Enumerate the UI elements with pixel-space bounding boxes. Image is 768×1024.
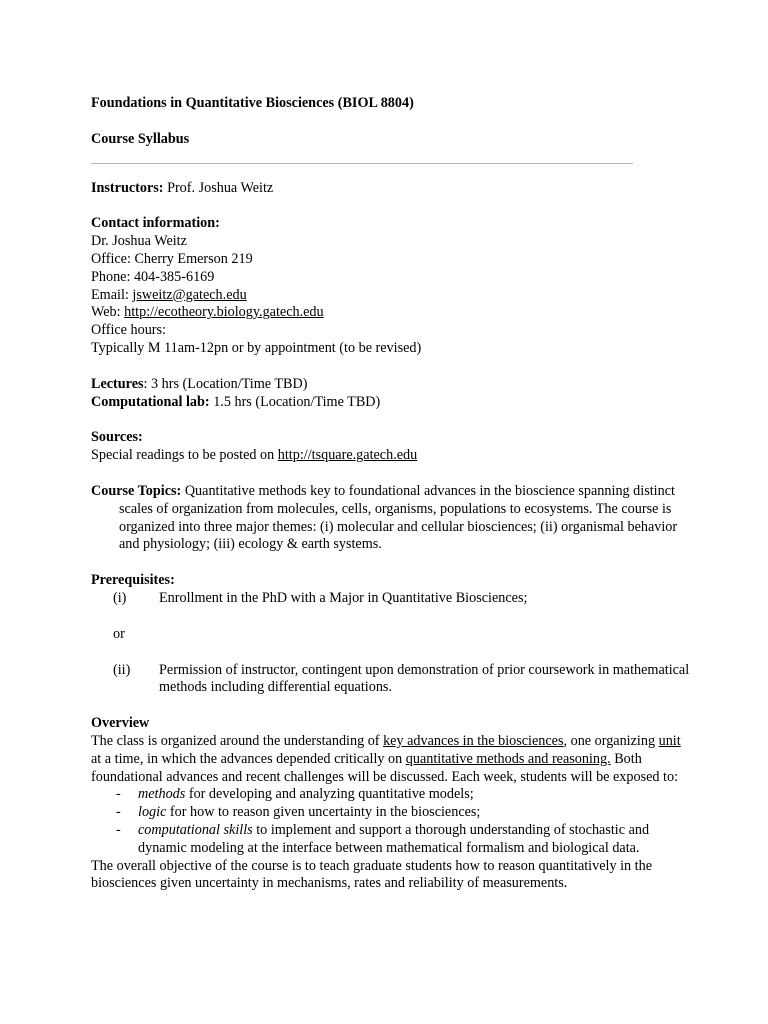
- contact-name: Dr. Joshua Weitz: [91, 233, 187, 250]
- overview-bullet: - logic for how to reason given uncertainty in the biosciences;: [116, 804, 481, 821]
- overview-bullet: - computational skills to implement and support a thorough understanding of stochastic and dynamic modeling at the interface between mathematical formalism and biological data.: [116, 821, 650, 856]
- prerequisites-heading: Prerequisites:: [91, 572, 175, 589]
- contact-heading: Contact information:: [91, 215, 220, 232]
- web-link[interactable]: http://ecotheory.biology.gatech.edu: [124, 304, 324, 321]
- lectures-line: Lectures: 3 hrs (Location/Time TBD): [91, 375, 308, 392]
- instructors-line: Instructors: Prof. Joshua Weitz: [91, 179, 274, 196]
- course-title: Foundations in Quantitative Biosciences (BIOL 8804): [91, 95, 414, 111]
- contact-office: Office: Cherry Emerson 219: [91, 250, 253, 267]
- contact-email: Email: jsweitz@gatech.edu: [91, 286, 247, 303]
- lab-line: Computational lab: 1.5 hrs (Location/Time TBD): [91, 393, 381, 410]
- course-topics: Course Topics: Quantitative methods key to foundational advances in the bioscience spanning distinct scales of organization from molecules, cells, organisms, populations to ecosystems. The course is organized into three major themes: (i) molecular and cellular biosciences; (ii) organismal behavior and physiology; (iii) ecology & earth systems.: [91, 482, 678, 553]
- overview-bullet: - methods for developing and analyzing quantitative models;: [116, 786, 474, 803]
- overview-closing: The overall objective of the course is to teach graduate students how to reason quantitatively in the biosciences given uncertainty in mechanisms, rates and reliability of measurements.: [91, 857, 653, 892]
- prerequisite-item: (i) Enrollment in the PhD with a Major in Quantitative Biosciences;: [113, 589, 528, 606]
- prerequisite-item: (ii) Permission of instructor, contingent upon demonstration of prior coursework in mathematical methods including differential equations.: [113, 661, 690, 696]
- overview-heading: Overview: [91, 715, 150, 732]
- horizontal-rule: [91, 163, 633, 164]
- office-hours-label: Office hours:: [91, 322, 166, 339]
- course-subtitle: Course Syllabus: [91, 130, 190, 147]
- email-link[interactable]: jsweitz@gatech.edu: [132, 286, 247, 303]
- prerequisite-or: or: [113, 625, 125, 642]
- sources-heading: Sources:: [91, 429, 143, 446]
- sources-text: Special readings to be posted on http://tsquare.gatech.edu: [91, 447, 418, 464]
- overview-paragraph: The class is organized around the understanding of key advances in the biosciences, one organizing unit at a time, in which the advances depended critically on quantitative methods and reasoning. Both foundational advances and recent challenges will be discussed. Each week, students will be exposed to:: [91, 732, 681, 785]
- syllabus-content: [91, 95, 691, 893]
- contact-web: Web: http://ecotheory.biology.gatech.edu: [91, 304, 324, 321]
- contact-phone: Phone: 404-385-6169: [91, 268, 215, 285]
- office-hours: Typically M 11am-12pn or by appointment (to be revised): [91, 339, 422, 356]
- tsquare-link[interactable]: http://tsquare.gatech.edu: [277, 447, 418, 464]
